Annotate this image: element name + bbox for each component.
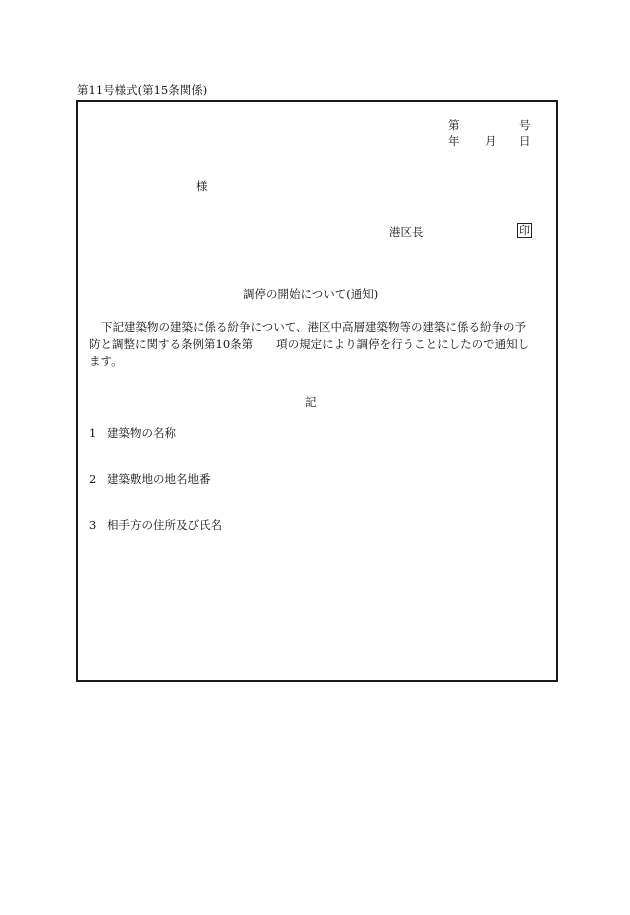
item-number-1: 1: [89, 426, 97, 440]
body-line-2: 防と調整に関する条例第10条第 項の規定により調停を行うことにしたので通知し: [89, 337, 530, 351]
body-paragraph: [89, 319, 545, 370]
item-number-3: 3: [89, 518, 97, 532]
item-label-2: 建築敷地の地名地番: [107, 472, 211, 486]
item-number-2: 2: [89, 472, 97, 486]
body-line-1: 下記建築物の建築に係る紛争について、港区中高層建築物等の建築に係る紛争の予: [101, 320, 527, 334]
seal-box: [517, 223, 532, 238]
body-line-3: ます。: [89, 354, 123, 368]
item-label-1: 建築物の名称: [107, 426, 176, 440]
addressee-suffix: 様: [196, 179, 208, 193]
form-label: 第11号様式(第15条関係): [77, 83, 208, 97]
date-month: 月: [485, 134, 497, 148]
document-frame: [76, 100, 558, 682]
number-dai: 第: [448, 118, 460, 132]
item-label-3: 相手方の住所及び氏名: [107, 518, 222, 532]
date-day: 日: [519, 134, 531, 148]
date-year: 年: [448, 134, 460, 148]
sender-title: 港区長: [389, 225, 424, 239]
document-title: 調停の開始について(通知): [243, 287, 379, 301]
ki-heading: 記: [305, 395, 317, 409]
number-go: 号: [519, 118, 531, 132]
seal-mark: 印: [519, 224, 530, 237]
